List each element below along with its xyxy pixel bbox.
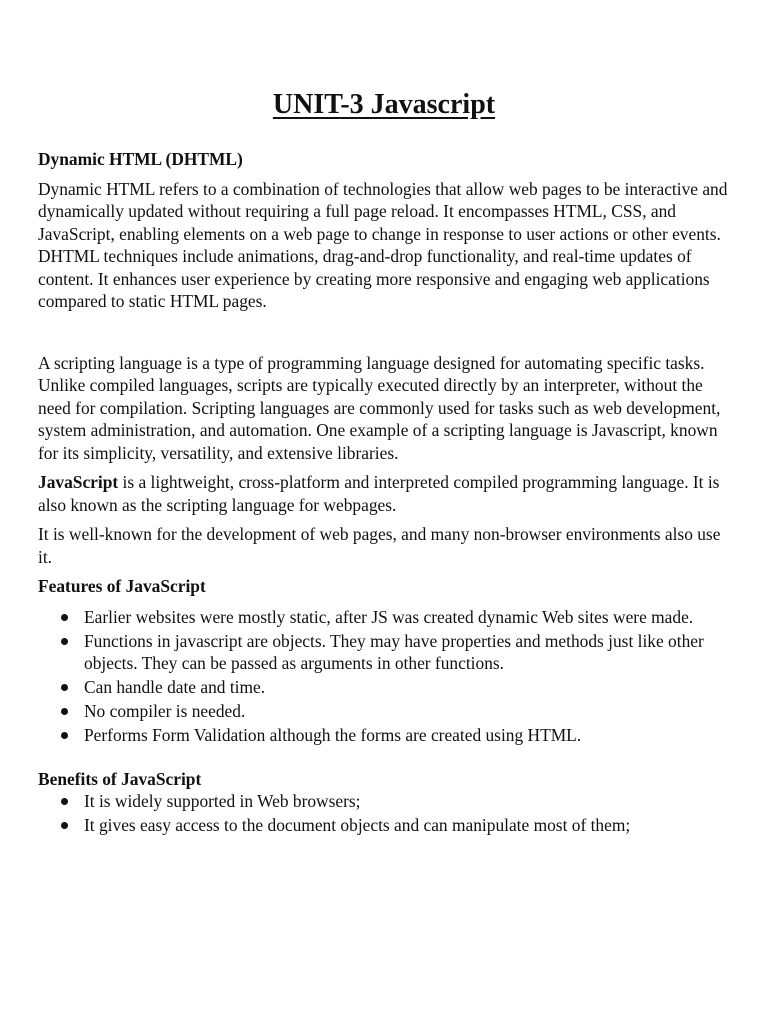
- bullet-icon: [61, 798, 68, 805]
- javascript-definition-paragraph: [38, 471, 730, 516]
- list-item-text: Can handle date and time.: [84, 677, 266, 697]
- list-item: [38, 606, 730, 629]
- list-item-text: Earlier websites were mostly static, after JS was created dynamic Web sites were made.: [84, 606, 694, 627]
- list-item: [38, 630, 730, 675]
- list-item: [38, 700, 730, 723]
- bullet-icon: [61, 822, 68, 829]
- list-item: [38, 814, 730, 837]
- list-item: [38, 790, 730, 813]
- list-item-text: Functions in javascript are objects. They may have properties and methods just like other objects. They can be passed as arguments in other functions.: [84, 630, 704, 673]
- javascript-bold-term: JavaScript: [38, 472, 119, 492]
- list-item-text: It is widely supported in Web browsers;: [84, 791, 361, 811]
- bullet-icon: [61, 684, 68, 691]
- well-known-paragraph: It is well-known for the development of web pages, and many non-browser environments also use it.: [38, 524, 721, 567]
- scripting-language-paragraph: A scripting language is a type of programming language designed for automating specific tasks. Unlike compiled languages, scripts are typically executed directly by an interpreter, without the need for compilation. Scripting languages are commonly used for tasks such as web development, system administration, and automation. One example of a scripting language is Javascript, known for its simplicity, versatility, and extensive libraries.: [38, 352, 721, 463]
- bullet-icon: [61, 708, 68, 715]
- bullet-icon: [61, 638, 68, 645]
- bullet-icon: [61, 614, 68, 621]
- benefits-heading: Benefits of JavaScript: [38, 768, 202, 789]
- list-item-text: No compiler is needed.: [84, 701, 246, 721]
- benefits-list: [38, 790, 730, 837]
- list-item: [38, 724, 730, 747]
- list-item-text: It gives easy access to the document objects and can manipulate most of them;: [84, 815, 631, 835]
- page-title: UNIT-3 Javascript: [272, 89, 496, 120]
- list-item: [38, 676, 730, 699]
- features-list: [38, 606, 730, 747]
- dhtml-heading: Dynamic HTML (DHTML): [38, 149, 243, 169]
- features-heading: Features of JavaScript: [38, 576, 206, 596]
- list-item-text: Performs Form Validation although the forms are created using HTML.: [84, 725, 582, 745]
- bullet-icon: [61, 732, 68, 739]
- dhtml-paragraph: Dynamic HTML refers to a combination of technologies that allow web pages to be interactive and dynamically updated without requiring a full page reload. It encompasses HTML, CSS, and JavaScript, enabling elements on a web page to change in response to user actions or other events. DHTML techniques include animations, drag-and-drop functionality, and real-time updates of content. It enhances user experience by creating more responsive and engaging web applications compared to static HTML pages.: [38, 178, 728, 311]
- javascript-definition-text: is a lightweight, cross-platform and interpreted compiled programming language. It is also known as the scripting language for webpages.: [38, 472, 720, 515]
